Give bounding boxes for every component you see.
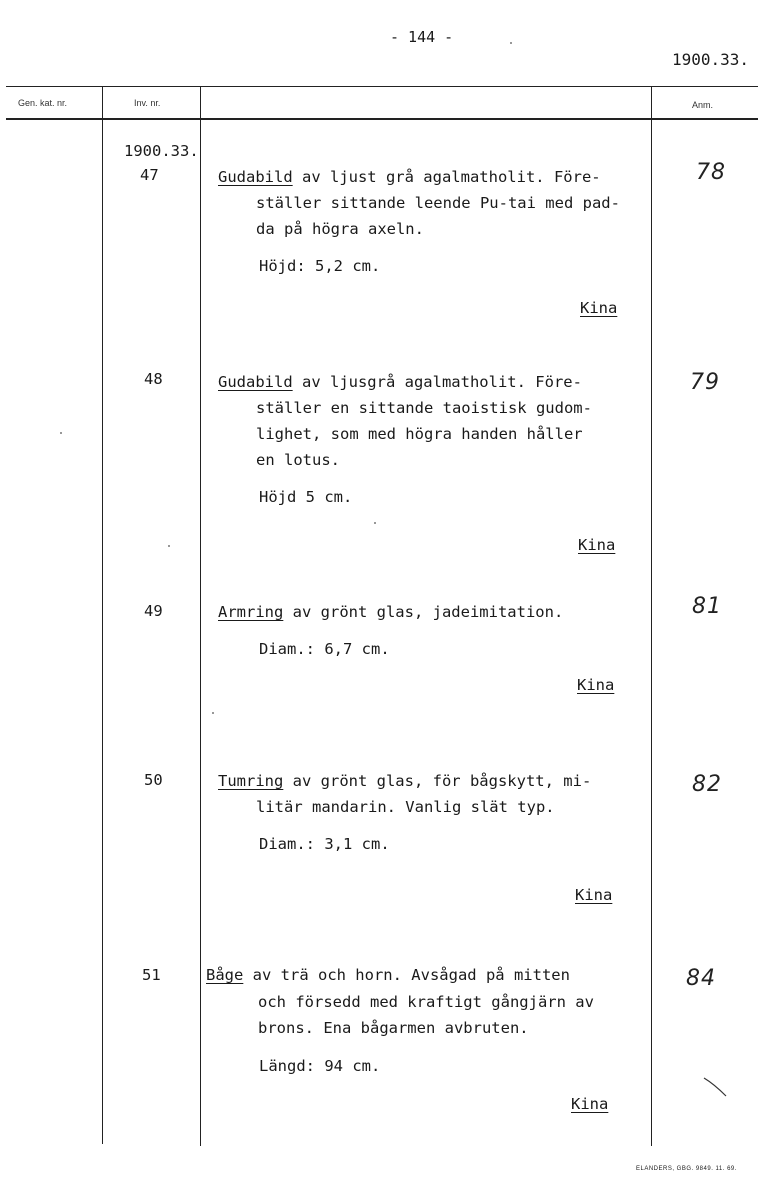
entry-text: av ljust grå agalmatholit. Före- bbox=[292, 168, 601, 186]
inv-number: 49 bbox=[144, 602, 163, 620]
anm-number: 79 bbox=[690, 370, 720, 395]
entry-title: Båge bbox=[206, 966, 244, 984]
entry-line: en lotus. bbox=[256, 451, 340, 469]
entry-origin: Kina bbox=[577, 676, 615, 694]
entry-first-line bbox=[218, 768, 591, 794]
pencil-stroke-mark bbox=[700, 1074, 730, 1100]
printer-imprint: ELANDERS, GBG. 9849. 11. 69. bbox=[636, 1166, 737, 1172]
anm-number: 82 bbox=[692, 772, 722, 797]
anm-number: 78 bbox=[696, 160, 726, 185]
section-accession: 1900.33. bbox=[124, 142, 199, 160]
scan-speck bbox=[374, 522, 376, 524]
column-rule-inv bbox=[200, 86, 201, 1146]
column-header-gen-kat: Gen. kat. nr. bbox=[18, 98, 68, 108]
entry-text: av grönt glas, för bågskytt, mi- bbox=[283, 772, 592, 790]
column-header-anm: Anm. bbox=[692, 100, 714, 110]
entry-measurement: Diam.: 3,1 cm. bbox=[259, 835, 390, 853]
entry-measurement: Längd: 94 cm. bbox=[259, 1057, 381, 1075]
inv-number: 47 bbox=[140, 166, 159, 184]
column-rule-anm bbox=[651, 86, 652, 1146]
entry-origin: Kina bbox=[580, 299, 618, 317]
entry-title: Armring bbox=[218, 603, 284, 621]
header-top-rule bbox=[6, 86, 758, 87]
entry-first-line bbox=[218, 369, 582, 395]
entry-origin: Kina bbox=[578, 536, 616, 554]
entry-line: lighet, som med högra handen håller bbox=[256, 425, 583, 443]
entry-first-line bbox=[218, 164, 601, 190]
entry-text: av trä och horn. Avsågad på mitten bbox=[243, 966, 570, 984]
entry-measurement: Höjd 5 cm. bbox=[259, 488, 353, 506]
entry-origin: Kina bbox=[571, 1095, 609, 1113]
scan-speck bbox=[60, 432, 62, 434]
inv-number: 50 bbox=[144, 771, 163, 789]
entry-line: ställer en sittande taoistisk gudom- bbox=[256, 399, 592, 417]
scan-speck bbox=[510, 42, 512, 44]
entry-first-line bbox=[218, 599, 563, 625]
header-bottom-rule bbox=[6, 118, 758, 120]
entry-line: litär mandarin. Vanlig slät typ. bbox=[256, 798, 555, 816]
entry-title: Gudabild bbox=[218, 168, 293, 186]
entry-line: och försedd med kraftigt gångjärn av bbox=[258, 993, 594, 1011]
entry-origin: Kina bbox=[575, 886, 613, 904]
entry-measurement: Höjd: 5,2 cm. bbox=[259, 257, 381, 275]
scan-speck bbox=[212, 712, 214, 714]
page-number: - 144 - bbox=[390, 28, 454, 46]
anm-number: 84 bbox=[686, 966, 716, 991]
column-header-inv: Inv. nr. bbox=[134, 98, 161, 108]
column-rule-left bbox=[102, 86, 103, 1144]
entry-title: Gudabild bbox=[218, 373, 293, 391]
scan-speck bbox=[168, 545, 170, 547]
entry-text: av grönt glas, jadeimitation. bbox=[283, 603, 564, 621]
anm-number: 81 bbox=[692, 594, 722, 619]
entry-title: Tumring bbox=[218, 772, 284, 790]
entry-first-line bbox=[206, 962, 570, 988]
accession-number-header: 1900.33. bbox=[672, 50, 750, 69]
entry-line: ställer sittande leende Pu-tai med pad- bbox=[256, 194, 620, 212]
entry-text: av ljusgrå agalmatholit. Före- bbox=[292, 373, 582, 391]
inv-number: 48 bbox=[144, 370, 163, 388]
entry-line: brons. Ena bågarmen avbruten. bbox=[258, 1019, 529, 1037]
entry-line: da på högra axeln. bbox=[256, 220, 424, 238]
entry-measurement: Diam.: 6,7 cm. bbox=[259, 640, 390, 658]
inv-number: 51 bbox=[142, 966, 161, 984]
